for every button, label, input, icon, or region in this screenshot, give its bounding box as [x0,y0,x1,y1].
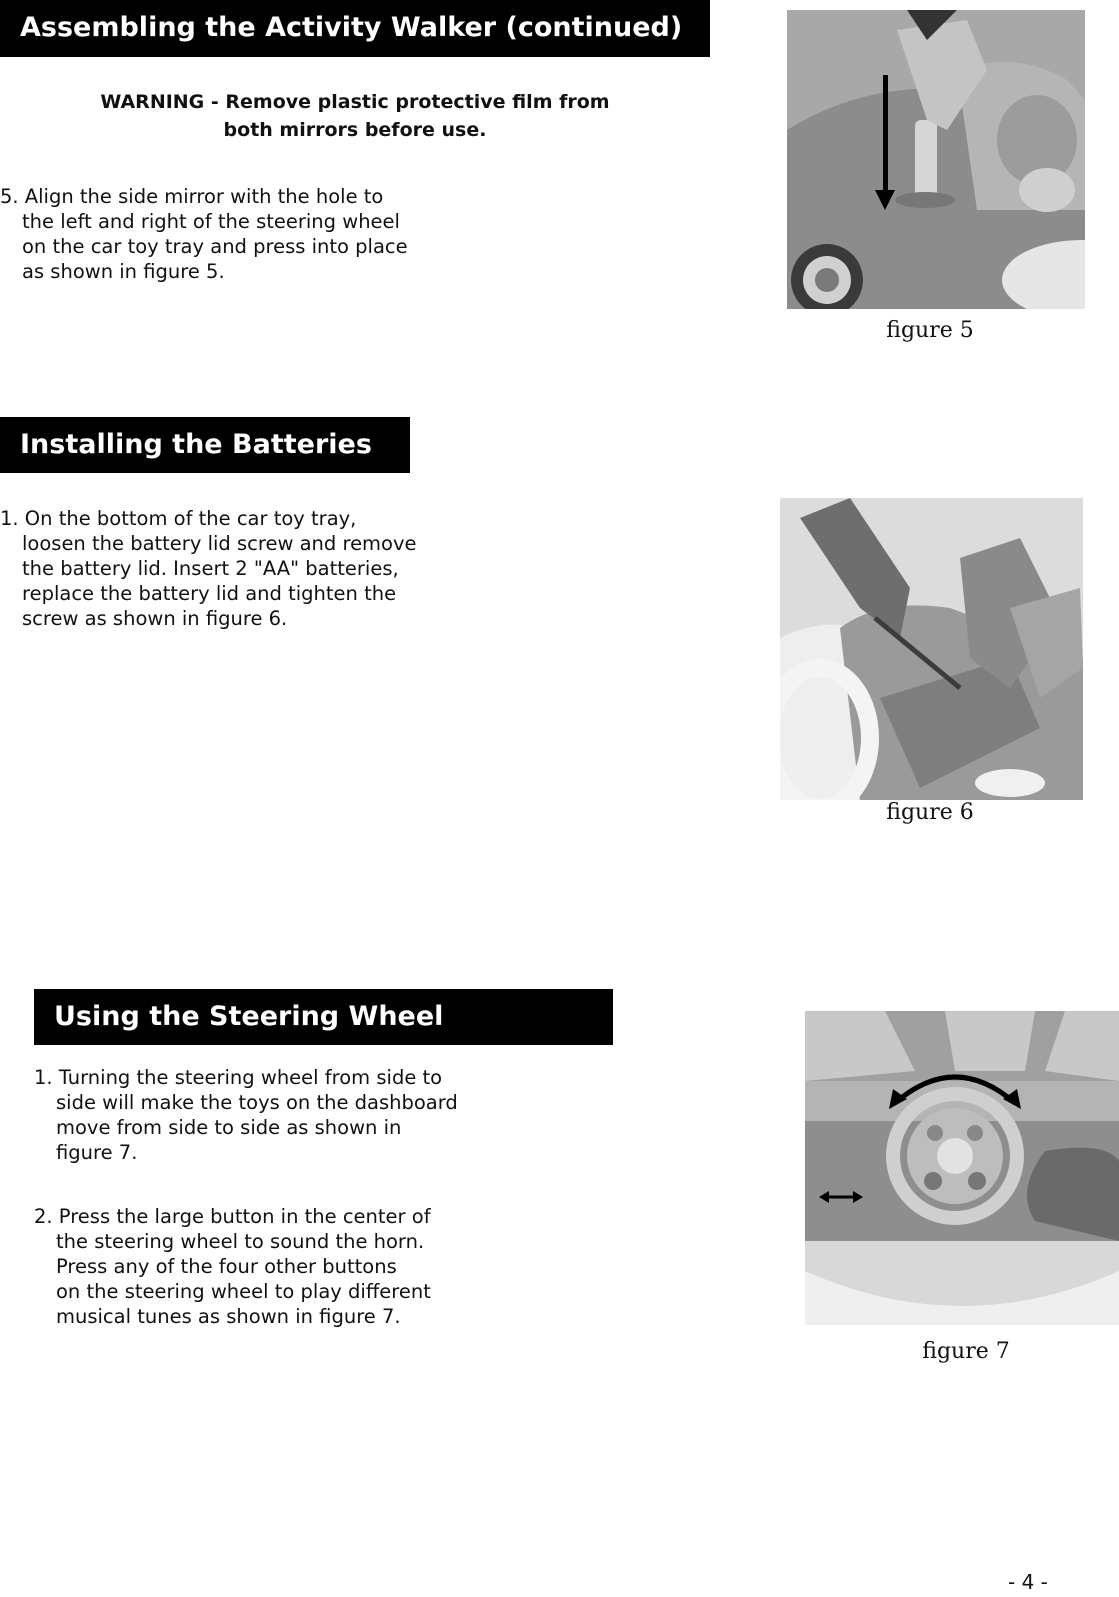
step-line: musical tunes as shown in figure 7. [56,1305,401,1328]
batteries-step-1 [0,506,417,631]
step-line: 1. On the bottom of the car toy tray, [0,507,357,530]
section-header-batteries: Installing the Batteries [0,417,410,473]
step-line: Press any of the four other buttons [56,1255,397,1278]
figure-5-illustration [787,10,1085,309]
step-line: the battery lid. Insert 2 "AA" batteries, [22,557,399,580]
steering-step-2 [34,1204,431,1329]
step-line: side will make the toys on the dashboard [56,1091,458,1114]
step-line: loosen the battery lid screw and remove [22,532,417,555]
steering-step-1 [34,1065,458,1165]
figure-6-illustration [780,498,1083,800]
figure-5-photo [787,10,1085,309]
step-line: 5. Align the side mirror with the hole to [0,185,384,208]
step-line: replace the battery lid and tighten the [22,582,397,605]
figure-6-caption: figure 6 [886,800,974,825]
warning-line-2: both mirrors before use. [223,119,487,141]
step-line: move from side to side as shown in [56,1116,402,1139]
figure-7-caption: figure 7 [922,1339,1010,1364]
figure-6-photo [780,498,1083,800]
section-header-steering: Using the Steering Wheel [34,989,613,1045]
step-line: figure 7. [56,1141,138,1164]
page-number: - 4 - [1008,1570,1048,1594]
step-line: on the steering wheel to play different [56,1280,431,1303]
step-line: on the car toy tray and press into place [22,235,408,258]
step-line: 1. Turning the steering wheel from side to [34,1066,443,1089]
assembling-step-5 [0,184,408,284]
warning-line-1: WARNING - Remove plastic protective film from [100,91,610,113]
step-line: the steering wheel to sound the horn. [56,1230,425,1253]
step-line: the left and right of the steering wheel [22,210,400,233]
figure-7-illustration [805,1011,1119,1325]
figure-7-photo [805,1011,1119,1325]
figure-5-caption: figure 5 [886,318,974,343]
step-line: screw as shown in figure 6. [22,607,288,630]
warning-text [60,88,650,144]
section-header-assembling: Assembling the Activity Walker (continued) [0,0,710,57]
step-line: 2. Press the large button in the center of [34,1205,431,1228]
step-line: as shown in figure 5. [22,260,225,283]
